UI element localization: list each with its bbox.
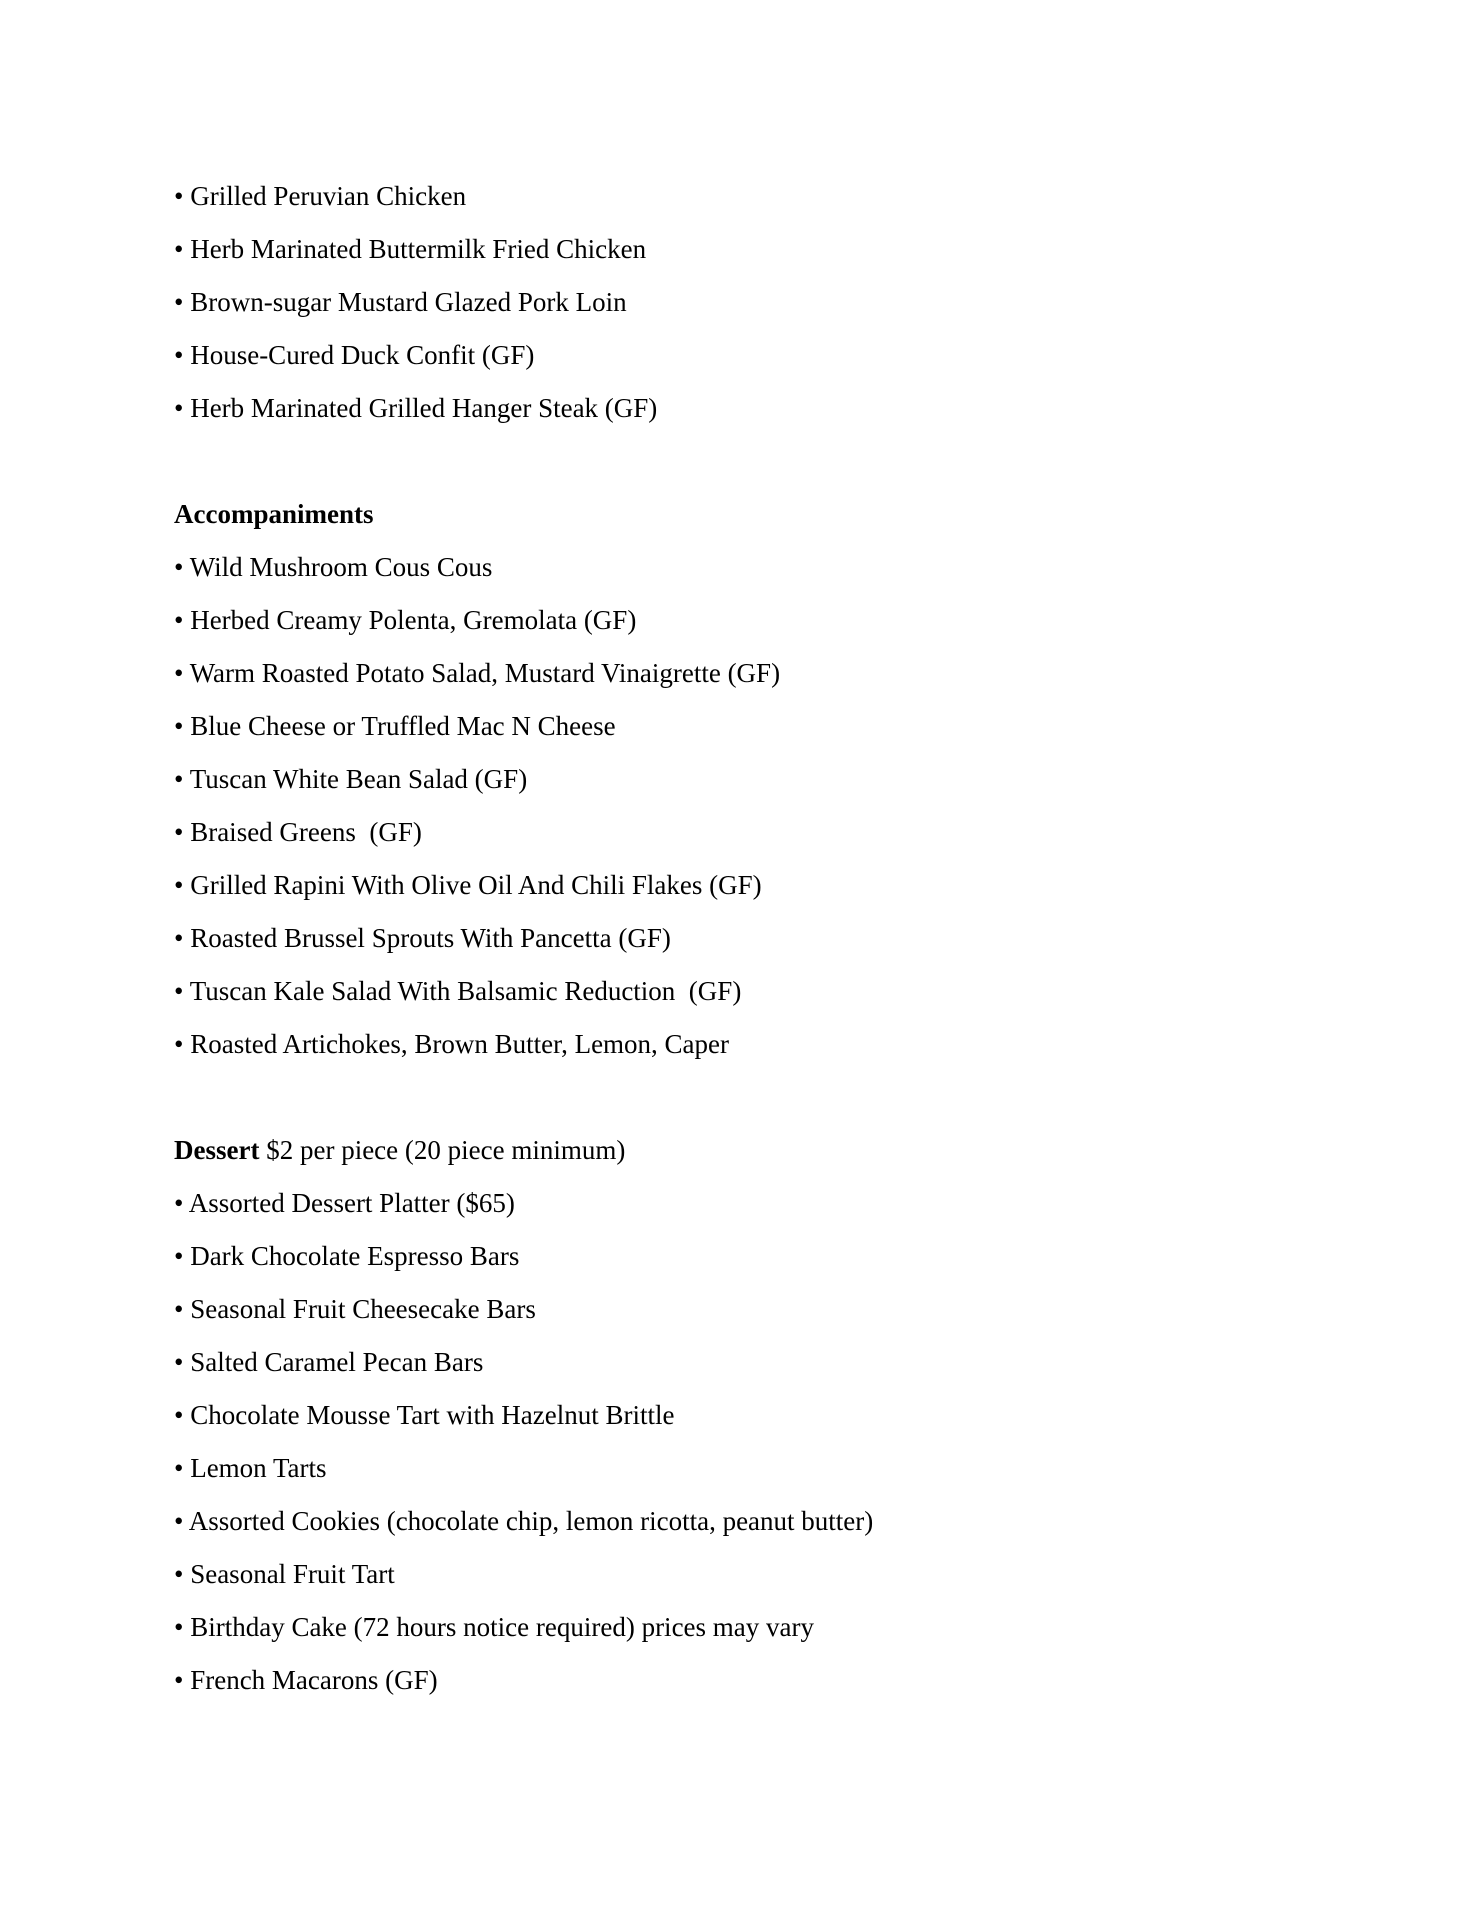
item-text: French Macarons (GF) bbox=[190, 1665, 438, 1695]
list-item bbox=[174, 806, 1374, 859]
list-item bbox=[174, 912, 1374, 965]
bullet: • bbox=[174, 1188, 184, 1218]
bullet: • bbox=[174, 1506, 184, 1536]
item-text: Salted Caramel Pecan Bars bbox=[190, 1347, 484, 1377]
list-item bbox=[174, 1548, 1374, 1601]
list-item bbox=[174, 1601, 1374, 1654]
item-text: Birthday Cake (72 hours notice required) prices may vary bbox=[190, 1612, 814, 1642]
item-text: Tuscan White Bean Salad (GF) bbox=[189, 764, 528, 794]
mains-list bbox=[174, 170, 1374, 435]
list-item bbox=[174, 223, 1374, 276]
item-text: Dark Chocolate Espresso Bars bbox=[190, 1241, 520, 1271]
list-item bbox=[174, 329, 1374, 382]
item-text: Herb Marinated Buttermilk Fried Chicken bbox=[190, 234, 647, 264]
section-heading bbox=[174, 1124, 1374, 1177]
bullet: • bbox=[174, 393, 184, 423]
bullet: • bbox=[174, 870, 184, 900]
bullet: • bbox=[174, 1347, 184, 1377]
list-item bbox=[174, 859, 1374, 912]
list-item bbox=[174, 1442, 1374, 1495]
item-text: Seasonal Fruit Tart bbox=[190, 1559, 395, 1589]
bullet: • bbox=[174, 340, 184, 370]
list-item bbox=[174, 594, 1374, 647]
item-text: Herb Marinated Grilled Hanger Steak (GF) bbox=[190, 393, 658, 423]
accompaniments-title: Accompaniments bbox=[174, 499, 374, 529]
item-text: Warm Roasted Potato Salad, Mustard Vinaigrette (GF) bbox=[189, 658, 781, 688]
menu-page bbox=[174, 170, 1374, 1707]
bullet: • bbox=[174, 234, 184, 264]
bullet: • bbox=[174, 1453, 184, 1483]
list-item bbox=[174, 647, 1374, 700]
item-text: House-Cured Duck Confit (GF) bbox=[190, 340, 535, 370]
item-text: Assorted Dessert Platter ($65) bbox=[188, 1188, 515, 1218]
bullet: • bbox=[174, 1665, 184, 1695]
item-text: Braised Greens (GF) bbox=[190, 817, 422, 847]
list-item bbox=[174, 1283, 1374, 1336]
dessert-title: Dessert bbox=[174, 1135, 260, 1165]
item-text: Chocolate Mousse Tart with Hazelnut Brittle bbox=[190, 1400, 675, 1430]
list-item bbox=[174, 1654, 1374, 1707]
item-text: Grilled Rapini With Olive Oil And Chili Flakes (GF) bbox=[190, 870, 762, 900]
bullet: • bbox=[174, 817, 184, 847]
bullet: • bbox=[174, 181, 184, 211]
list-item bbox=[174, 965, 1374, 1018]
item-text: Seasonal Fruit Cheesecake Bars bbox=[190, 1294, 536, 1324]
list-item bbox=[174, 1177, 1374, 1230]
item-text: Lemon Tarts bbox=[190, 1453, 327, 1483]
bullet: • bbox=[174, 552, 184, 582]
bullet: • bbox=[174, 287, 184, 317]
bullet: • bbox=[174, 1559, 184, 1589]
bullet: • bbox=[174, 1241, 184, 1271]
dessert-price-note: $2 per piece (20 piece minimum) bbox=[266, 1135, 626, 1165]
bullet: • bbox=[174, 1294, 184, 1324]
accompaniments-section bbox=[174, 488, 1374, 1071]
list-item bbox=[174, 1389, 1374, 1442]
list-item bbox=[174, 1018, 1374, 1071]
item-text: Tuscan Kale Salad With Balsamic Reduction (GF) bbox=[189, 976, 742, 1006]
list-item bbox=[174, 170, 1374, 223]
bullet: • bbox=[174, 923, 184, 953]
bullet: • bbox=[174, 605, 184, 635]
item-text: Roasted Brussel Sprouts With Pancetta (GF) bbox=[190, 923, 671, 953]
bullet: • bbox=[174, 1400, 184, 1430]
list-item bbox=[174, 753, 1374, 806]
list-item bbox=[174, 1336, 1374, 1389]
section-heading bbox=[174, 488, 1374, 541]
list-item bbox=[174, 276, 1374, 329]
bullet: • bbox=[174, 711, 184, 741]
list-item bbox=[174, 541, 1374, 594]
bullet: • bbox=[174, 976, 184, 1006]
list-item bbox=[174, 1495, 1374, 1548]
item-text: Brown-sugar Mustard Glazed Pork Loin bbox=[190, 287, 627, 317]
item-text: Roasted Artichokes, Brown Butter, Lemon, Caper bbox=[190, 1029, 730, 1059]
bullet: • bbox=[174, 1612, 184, 1642]
item-text: Grilled Peruvian Chicken bbox=[190, 181, 467, 211]
bullet: • bbox=[174, 1029, 184, 1059]
list-item bbox=[174, 1230, 1374, 1283]
list-item bbox=[174, 700, 1374, 753]
list-item bbox=[174, 382, 1374, 435]
item-text: Blue Cheese or Truffled Mac N Cheese bbox=[190, 711, 616, 741]
item-text: Wild Mushroom Cous Cous bbox=[189, 552, 493, 582]
item-text: Assorted Cookies (chocolate chip, lemon ricotta, peanut butter) bbox=[188, 1506, 874, 1536]
bullet: • bbox=[174, 658, 184, 688]
dessert-section bbox=[174, 1124, 1374, 1707]
bullet: • bbox=[174, 764, 184, 794]
item-text: Herbed Creamy Polenta, Gremolata (GF) bbox=[190, 605, 637, 635]
